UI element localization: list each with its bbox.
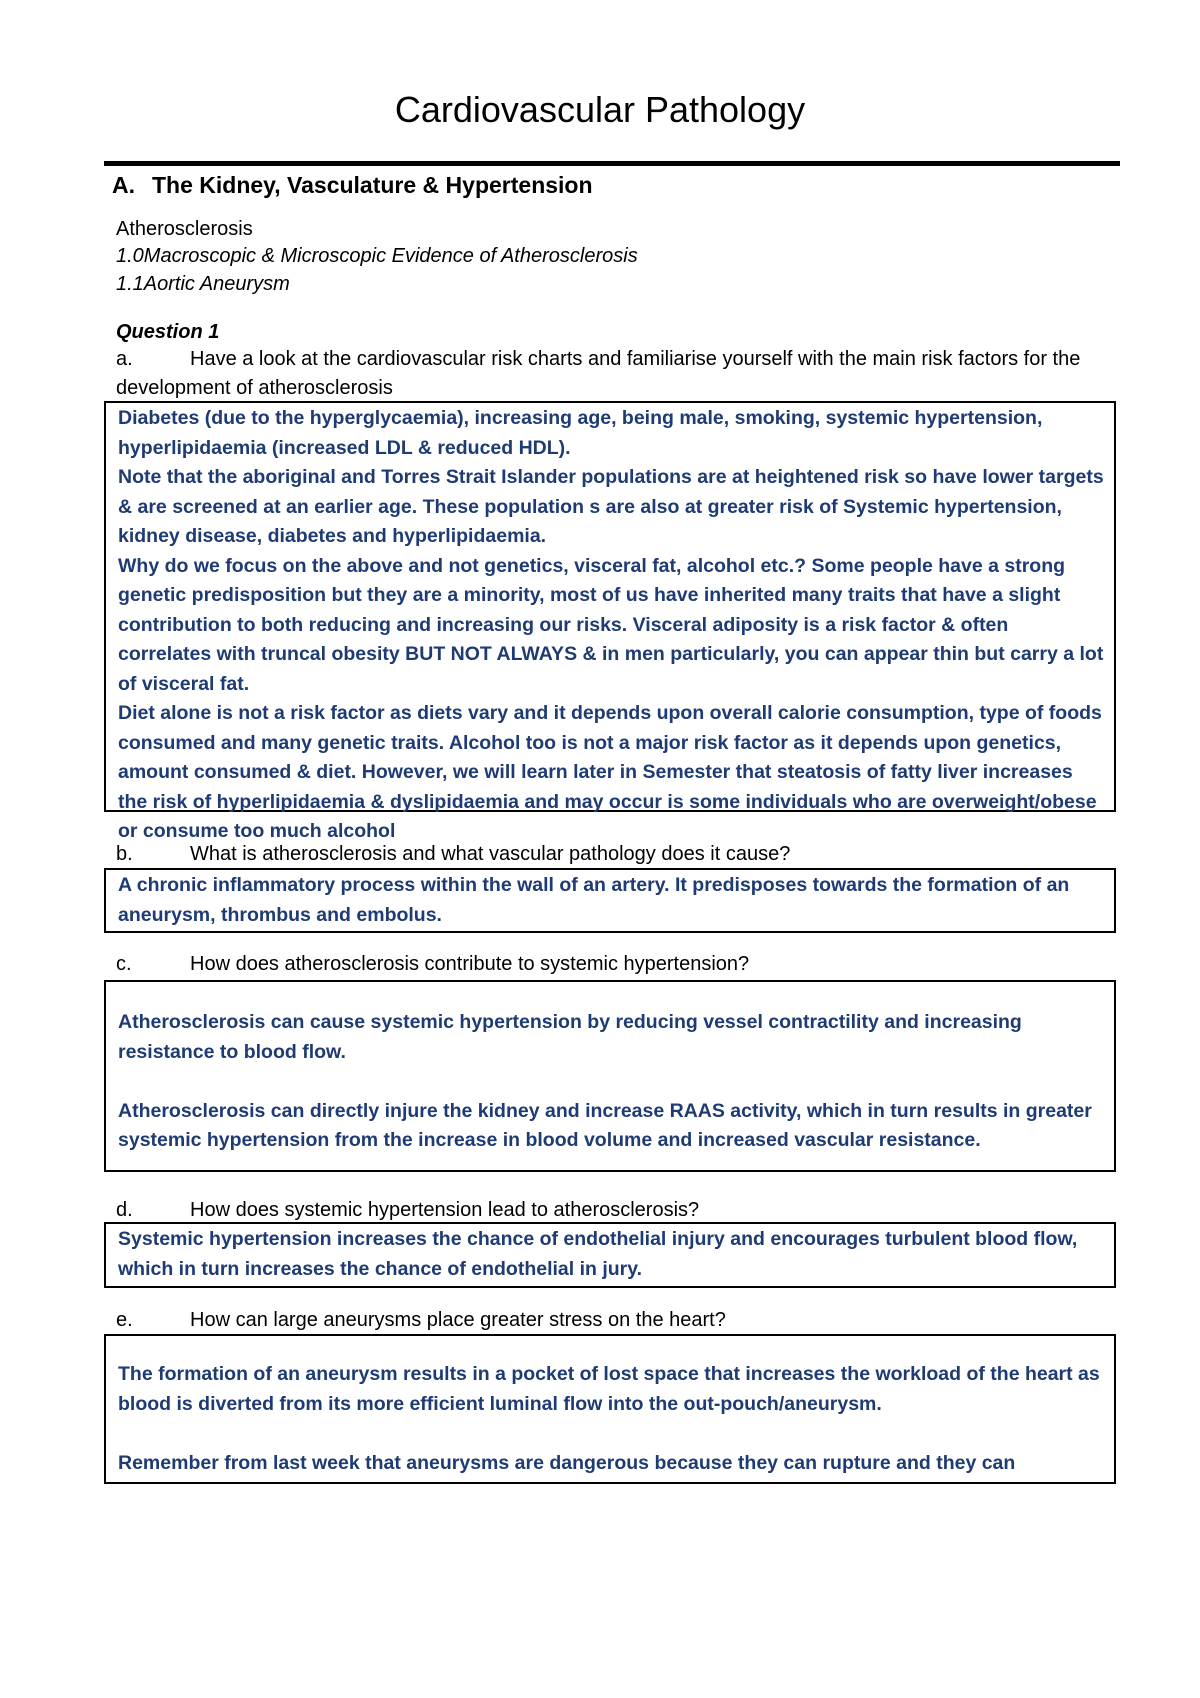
question-text: How can large aneurysms place greater stress on the heart? [190, 1309, 726, 1331]
title-divider [104, 161, 1120, 166]
question-a [116, 345, 1120, 403]
question-letter: a. [116, 348, 133, 370]
answer-paragraph: Atherosclerosis can directly injure the kidney and increase RAAS activity, which in turn results in greater systemic hypertension from the increase in blood volume and increased vascular resistance. [118, 1099, 1092, 1151]
question-letter: c. [116, 953, 132, 975]
answer-paragraph: Remember from last week that aneurysms are dangerous because they can rupture and they can [118, 1451, 1016, 1474]
question-e [116, 1306, 1120, 1335]
question-text: How does atherosclerosis contribute to systemic hypertension? [190, 953, 750, 975]
section-heading [112, 170, 593, 200]
question-heading: Question 1 [116, 321, 220, 343]
question-letter: e. [116, 1309, 133, 1331]
question-d [116, 1196, 1120, 1225]
subtopic-item: 1.0Macroscopic & Microscopic Evidence of Atherosclerosis [116, 245, 638, 267]
document-title: Cardiovascular Pathology [394, 89, 806, 130]
answer-paragraph: Why do we focus on the above and not genetics, visceral fat, alcohol etc.? Some people have a strong genetic predisposition but they are a minority, most of us have inherited many traits that have a slight contribution to both reducing and increasing our risks. Visceral adiposity is a risk factor & often correlates with truncal obesity BUT NOT ALWAYS & in men particularly, you can appear thin but carry a lot of visceral fat. [118, 554, 1104, 695]
answer-paragraph: The formation of an aneurysm results in a pocket of lost space that increases the workload of the heart as blood is diverted from its more efficient luminal flow into the out-pouch/aneurysm. [118, 1363, 1100, 1415]
section-title: The Kidney, Vasculature & Hypertension [152, 172, 593, 198]
answer-box-d [104, 1222, 1116, 1288]
answer-paragraph: A chronic inflammatory process within the wall of an artery. It predisposes towards the formation of an aneurysm, thrombus and embolus. [118, 874, 1070, 926]
question-c [116, 950, 1120, 979]
answer-paragraph: Atherosclerosis can cause systemic hypertension by reducing vessel contractility and increasing resistance to blood flow. [118, 1011, 1022, 1063]
answer-box-a [104, 401, 1116, 842]
question-text: What is atherosclerosis and what vascular pathology does it cause? [190, 843, 791, 865]
answer-paragraph: Systemic hypertension increases the chance of endothelial injury and encourages turbulent blood flow, which in turn increases the chance of endothelial in jury. [118, 1228, 1078, 1280]
answer-box-e [104, 1334, 1116, 1484]
answer-paragraph: Diabetes (due to the hyperglycaemia), increasing age, being male, smoking, systemic hypertension, hyperlipidaemia (increased LDL & reduced HDL). [118, 407, 1043, 459]
question-letter: d. [116, 1199, 133, 1221]
question-letter: b. [116, 843, 133, 865]
subtopic-item: 1.1Aortic Aneurysm [116, 273, 290, 295]
question-text: Have a look at the cardiovascular risk charts and familiarise yourself with the main risk factors for the development of atherosclerosis [116, 348, 1081, 399]
section-letter: A. [112, 172, 135, 198]
answer-paragraph: Note that the aboriginal and Torres Strait Islander populations are at heightened risk so have lower targets & are screened at an earlier age. These population s are also at greater risk of Systemic hypertension, kidney disease, diabetes and hyperlipidaemia. [118, 466, 1104, 547]
question-b [116, 840, 1120, 869]
question-text: How does systemic hypertension lead to atherosclerosis? [190, 1199, 700, 1221]
answer-box-c [104, 980, 1116, 1172]
answer-paragraph: Diet alone is not a risk factor as diets vary and it depends upon overall calorie consumption, type of foods consumed and many genetic traits. Alcohol too is not a major risk factor as it depends upon genetics, amount consumed & diet. However, we will learn later in Semester that steatosis of fatty liver increases the risk of hyperlipidaemia & dyslipidaemia and may occur is some individuals who are overweight/obese or consume too much alcohol [118, 702, 1102, 842]
answer-box-b [104, 868, 1116, 933]
topic-heading: Atherosclerosis [116, 218, 253, 240]
